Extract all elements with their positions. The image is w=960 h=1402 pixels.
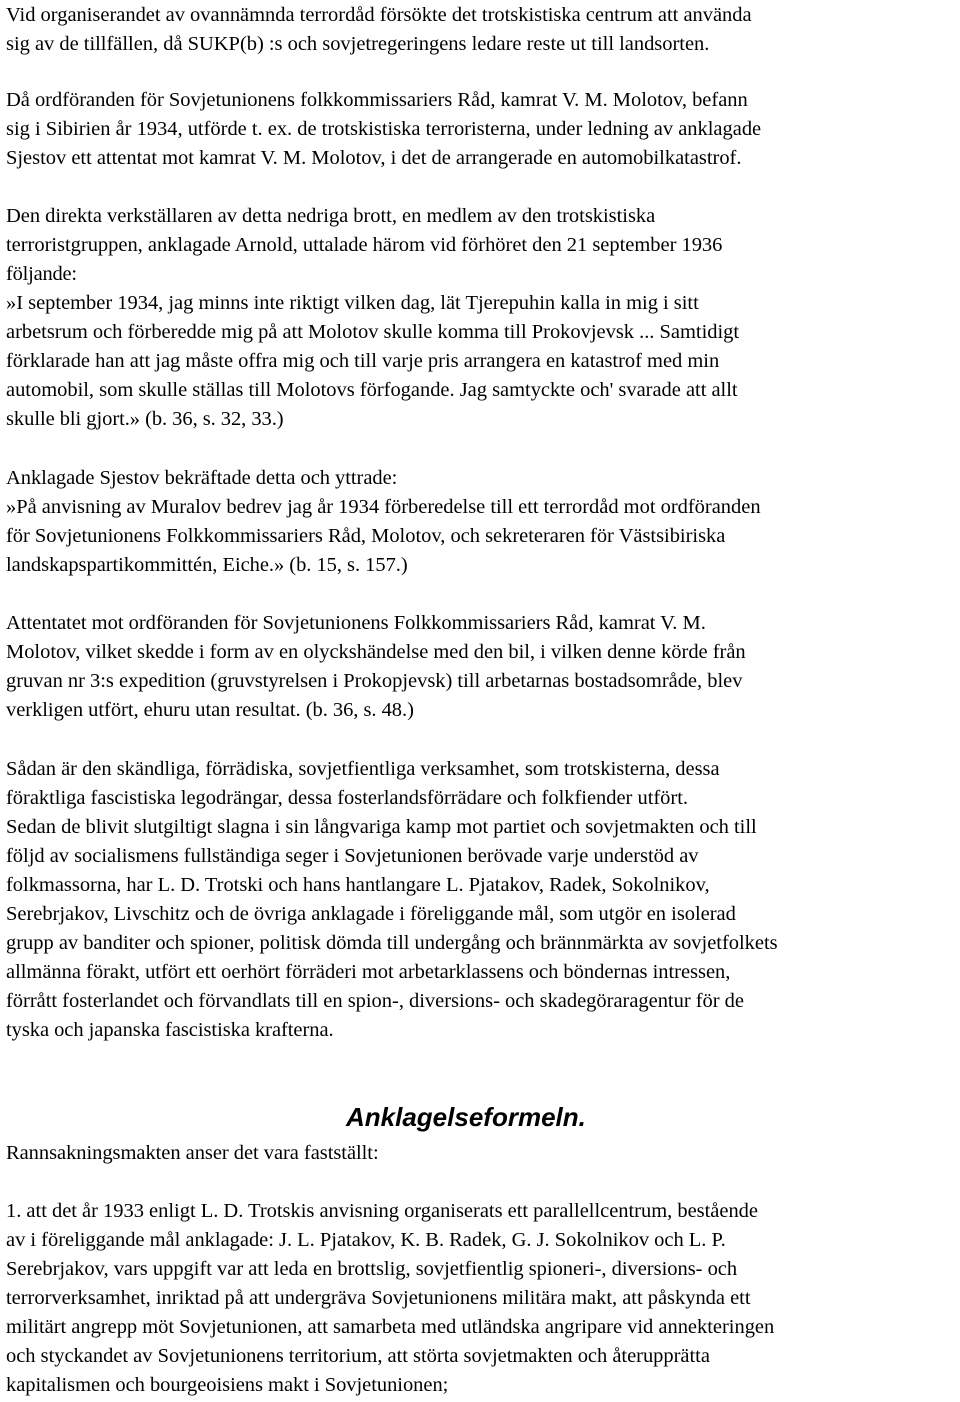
- paragraph-5: [6, 609, 960, 725]
- text-line: »I september 1934, jag minns inte riktigt vilken dag, lät Tjerepuhin kalla in mig i sitt: [6, 292, 699, 314]
- paragraph-4: [6, 464, 960, 580]
- text-line: för Sovjetunionens Folkkommissariers Råd, Molotov, och sekreteraren för Västsibiriska: [6, 525, 726, 547]
- text-line: Molotov, vilket skedde i form av en olyckshändelse med den bil, i vilken denne körde från: [6, 641, 746, 663]
- text-line: kapitalismen och bourgeoisiens makt i Sovjetunionen;: [6, 1374, 449, 1396]
- text-line: följd av socialismens fullständiga seger i Sovjetunionen berövade varje understöd av: [6, 845, 699, 867]
- text-line: förrått fosterlandet och förvandlats till en spion-, diversions- och skadegöraragentur för de: [6, 990, 744, 1012]
- text-line: sig i Sibirien år 1934, utförde t. ex. de trotskistiska terroristerna, under ledning av anklagade: [6, 118, 762, 140]
- text-line: Sådan är den skändliga, förrädiska, sovjetfientliga verksamhet, som trotskisterna, dessa: [6, 758, 720, 780]
- text-line: terroristgruppen, anklagade Arnold, uttalade härom vid förhöret den 21 september 1936: [6, 234, 723, 256]
- text-line: Rannsakningsmakten anser det vara fastställt:: [6, 1142, 379, 1164]
- section-heading: Anklagelseformeln.: [346, 1102, 586, 1132]
- text-line: förklarade han att jag måste offra mig och till varje pris arrangera en katastrof med min: [6, 350, 720, 372]
- text-line: arbetsrum och förberedde mig på att Molotov skulle komma till Prokovjevsk ... Samtidigt: [6, 321, 740, 343]
- paragraph-3: [6, 202, 960, 434]
- paragraph-8: [6, 1197, 960, 1400]
- text-line: militärt angrepp möt Sovjetunionen, att samarbeta med utländska angripare vid annekteringen: [6, 1316, 775, 1338]
- text-line: av i föreliggande mål anklagade: J. L. Pjatakov, K. B. Radek, G. J. Sokolnikov och L. P.: [6, 1229, 726, 1251]
- paragraph-1: [6, 1, 960, 59]
- text-line: föraktliga fascistiska legodrängar, dessa fosterlandsförrädare och folkfiender utfört.: [6, 787, 688, 809]
- text-line: tyska och japanska fascistiska krafterna.: [6, 1019, 334, 1041]
- text-line: automobil, som skulle ställas till Molotovs förfogande. Jag samtyckte och' svarade att allt: [6, 379, 738, 401]
- paragraph-7: [6, 1139, 960, 1168]
- text-line: terrorverksamhet, inriktad på att undergräva Sovjetunionens militära makt, att påskynda ett: [6, 1287, 751, 1309]
- text-line: allmänna förakt, utfört ett oerhört förräderi mot arbetarklassens och böndernas intressen,: [6, 961, 731, 983]
- text-line: Anklagade Sjestov bekräftade detta och yttrade:: [6, 467, 398, 489]
- text-line: »På anvisning av Muralov bedrev jag år 1934 förberedelse till ett terrordåd mot ordföranden: [6, 496, 761, 518]
- text-line: 1. att det år 1933 enligt L. D. Trotskis anvisning organiserats ett parallellcentrum, bestående: [6, 1200, 758, 1222]
- text-line: Då ordföranden för Sovjetunionens folkkommissariers Råd, kamrat V. M. Molotov, befann: [6, 89, 748, 111]
- paragraph-2: [6, 86, 960, 173]
- text-line: Den direkta verkställaren av detta nedriga brott, en medlem av den trotskistiska: [6, 205, 656, 227]
- text-line: Serebrjakov, vars uppgift var att leda en brottslig, sovjetfientlig spioneri-, diversions- och: [6, 1258, 738, 1280]
- text-line: sig av de tillfällen, då SUKP(b) :s och sovjetregeringens ledare reste ut till landsorten.: [6, 33, 710, 55]
- paragraph-6: [6, 755, 960, 1045]
- text-line: Serebrjakov, Livschitz och de övriga anklagade i föreliggande mål, som utgör en isolerad: [6, 903, 736, 925]
- text-line: gruvan nr 3:s expedition (gruvstyrelsen i Prokopjevsk) till arbetarnas bostadsområde, blev: [6, 670, 743, 692]
- text-line: Sedan de blivit slutgiltigt slagna i sin långvariga kamp mot partiet och sovjetmakten och till: [6, 816, 757, 838]
- text-line: följande:: [6, 263, 77, 285]
- text-line: verkligen utfört, ehuru utan resultat. (b. 36, s. 48.): [6, 699, 414, 721]
- text-line: skulle bli gjort.» (b. 36, s. 32, 33.): [6, 408, 284, 430]
- text-line: Vid organiserandet av ovannämnda terrordåd försökte det trotskistiska centrum att använda: [6, 4, 752, 26]
- text-line: folkmassorna, har L. D. Trotski och hans hantlangare L. Pjatakov, Radek, Sokolnikov,: [6, 874, 710, 896]
- text-line: och styckandet av Sovjetunionens territorium, att störta sovjetmakten och återupprätta: [6, 1345, 710, 1367]
- text-line: Attentatet mot ordföranden för Sovjetunionens Folkkommissariers Råd, kamrat V. M.: [6, 612, 706, 634]
- text-line: Sjestov ett attentat mot kamrat V. M. Molotov, i det de arrangerade en automobilkatastrof.: [6, 147, 742, 169]
- text-line: grupp av banditer och spioner, politisk dömda till undergång och brännmärkta av sovjetfolkets: [6, 932, 778, 954]
- text-line: landskapspartikommittén, Eiche.» (b. 15, s. 157.): [6, 554, 408, 576]
